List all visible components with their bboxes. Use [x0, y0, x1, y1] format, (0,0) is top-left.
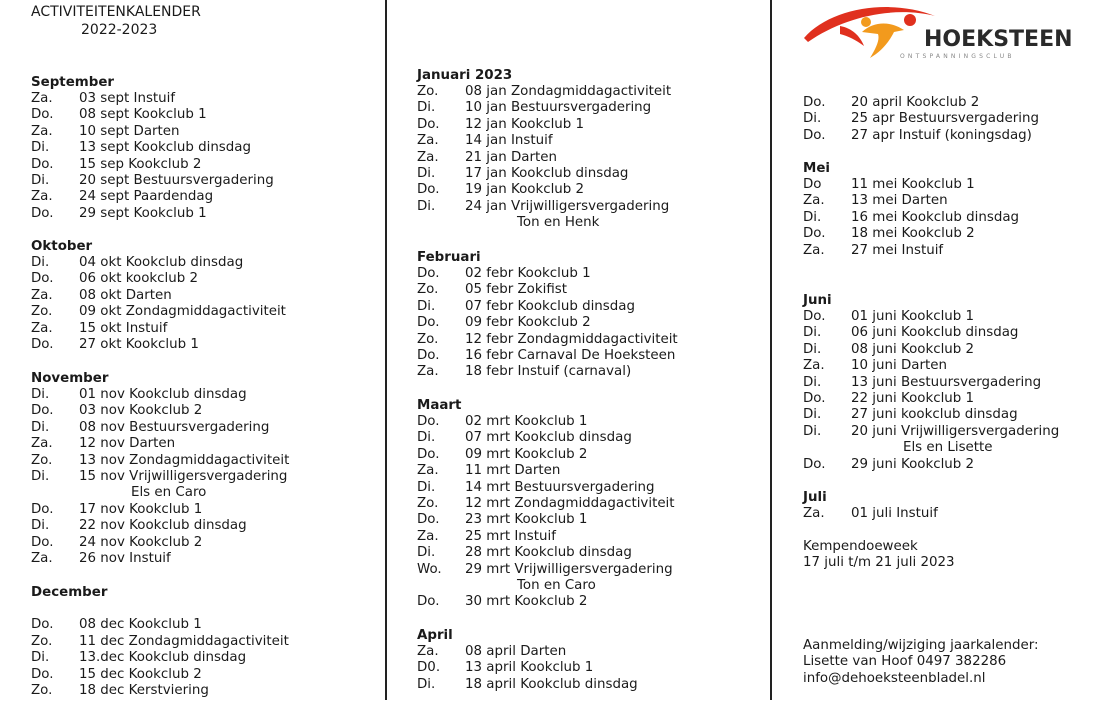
kempendoeweek-dates: 17 juli t/m 21 juli 2023: [803, 555, 955, 571]
calendar-entry: [803, 95, 1039, 111]
entry-text: 07 febr Kookclub dinsdag: [465, 298, 635, 314]
entry-day: Di.: [803, 325, 822, 341]
entry-day: Do.: [31, 501, 54, 517]
entry-day: Di.: [31, 140, 50, 156]
calendar-entry: [417, 150, 671, 166]
entry-day: Zo.: [31, 633, 53, 649]
entry-text: 22 juni Kookclub 1: [851, 390, 975, 406]
entry-text: 11 mei Kookclub 1: [851, 177, 975, 192]
entry-day: Di.: [803, 341, 822, 357]
month-section: [31, 74, 274, 222]
calendar-entry: [803, 111, 1039, 127]
entry-text: 27 juni kookclub dinsdag: [851, 407, 1018, 423]
logo-subtitle: ONTSPANNINGSCLUB: [900, 53, 1015, 60]
month-heading: Oktober: [31, 239, 93, 254]
month-heading: Februari: [417, 250, 481, 265]
entry-day: Wo.: [417, 561, 442, 577]
entry-day: Di.: [417, 479, 436, 495]
entry-text: 09 mrt Kookclub 2: [465, 446, 588, 462]
calendar-entry: [31, 650, 289, 666]
calendar-entry: [31, 436, 289, 452]
entry-text: 12 mrt Zondagmiddagactiviteit: [465, 495, 675, 511]
calendar-entry: [803, 128, 1039, 144]
calendar-entry: [417, 480, 675, 496]
calendar-entry: [31, 617, 289, 633]
month-section: [803, 489, 938, 522]
calendar-entry: [417, 299, 678, 315]
entry-text: 23 mrt Kookclub 1: [465, 512, 588, 528]
entry-day: Za.: [803, 358, 825, 374]
entry-day: Do.: [803, 390, 826, 406]
entry-text: 15 sep Kookclub 2: [79, 156, 202, 172]
entry-text: 08 juni Kookclub 2: [851, 341, 975, 357]
calendar-entry: [417, 644, 638, 660]
entry-text: 16 febr Carnaval De Hoeksteen: [465, 347, 676, 363]
entry-text: 13 april Kookclub 1: [465, 660, 594, 676]
calendar-entry: [417, 447, 675, 463]
entry-day: Do.: [417, 594, 440, 610]
calendar-entry: [31, 403, 289, 419]
entry-text: 09 okt Zondagmiddagactiviteit: [79, 304, 286, 320]
entry-text: 21 jan Darten: [465, 149, 557, 165]
calendar-entry: [803, 325, 1059, 341]
entry-text: 08 okt Darten: [79, 287, 172, 303]
calendar-entry: [803, 424, 1059, 440]
calendar-entry: [417, 166, 671, 182]
calendar-entry: [31, 271, 286, 287]
month-heading: November: [31, 371, 109, 386]
entry-day: Do.: [417, 446, 440, 462]
calendar-entry: [803, 375, 1059, 391]
entry-day: Zo.: [31, 682, 53, 698]
entry-day: Za.: [31, 550, 53, 566]
entry-text: 02 mrt Kookclub 1: [465, 414, 588, 429]
entry-day: Di.: [31, 172, 50, 188]
entry-day: Do.: [417, 182, 440, 198]
entry-text: 04 okt Kookclub dinsdag: [79, 255, 244, 270]
month-section: [417, 397, 675, 611]
entry-text: 25 mrt Instuif: [465, 528, 556, 544]
calendar-entry: [417, 430, 675, 446]
entry-day: Do.: [31, 107, 54, 123]
entry-text: 13.dec Kookclub dinsdag: [79, 650, 247, 666]
entry-day: Do.: [803, 309, 826, 324]
title-line-1: ACTIVITEITENKALENDER: [31, 4, 201, 20]
entry-text: 30 mrt Kookclub 2: [465, 594, 588, 610]
contact-person: Lisette van Hoof 0497 382286: [803, 654, 1007, 670]
calendar-entry: [31, 255, 286, 271]
entry-day: Di.: [417, 165, 436, 181]
calendar-entry: [417, 660, 638, 676]
entry-day: Zo.: [417, 282, 439, 298]
calendar-entry: [803, 358, 1059, 374]
entry-day: Do.: [31, 666, 54, 682]
entry-text: 15 dec Kookclub 2: [79, 666, 202, 682]
entry-text: 13 mei Darten: [851, 193, 948, 209]
entry-day: Di.: [31, 650, 50, 666]
entry-text: 29 mrt Vrijwilligersvergadering: [465, 561, 673, 577]
entry-day: Do.: [31, 205, 54, 221]
kempendoeweek-block: [803, 539, 955, 572]
kempendoeweek-title: Kempendoeweek: [803, 539, 918, 554]
calendar-entry: [417, 348, 678, 364]
calendar-entry: [803, 226, 1019, 242]
entry-day: Za.: [417, 133, 439, 149]
entry-text: 11 mrt Darten: [465, 463, 561, 479]
entry-day: Di.: [31, 518, 50, 534]
calendar-entry: [31, 387, 289, 403]
calendar-entry: [31, 91, 274, 107]
entry-day: Za.: [803, 193, 825, 209]
entry-text: 29 juni Kookclub 2: [851, 456, 975, 472]
calendar-entry: [31, 551, 289, 567]
calendar-entry: [803, 506, 938, 522]
calendar-entry: [417, 496, 675, 512]
entry-day: Do.: [417, 414, 440, 429]
entry-day: Di.: [417, 545, 436, 561]
entry-text: 28 mrt Kookclub dinsdag: [465, 545, 632, 561]
entry-day: Zo.: [31, 452, 53, 468]
entry-text: 02 febr Kookclub 1: [465, 266, 591, 281]
entry-day: Do.: [31, 336, 54, 352]
entry-day: Di.: [803, 423, 822, 439]
entry-text: 18 dec Kerstviering: [79, 682, 209, 698]
month-heading: Januari 2023: [417, 68, 513, 83]
entry-day: Zo.: [417, 495, 439, 511]
column-divider-2: [770, 0, 772, 700]
entry-text: 11 dec Zondagmiddagactiviteit: [79, 633, 289, 649]
entry-text: 05 febr Zokifist: [465, 282, 568, 298]
entry-text: 27 okt Kookclub 1: [79, 336, 199, 352]
entry-text: 20 juni Vrijwilligersvergadering: [851, 423, 1060, 439]
entry-text: 15 okt Instuif: [79, 320, 168, 336]
entry-day: Do.: [31, 617, 54, 633]
entry-text: 08 jan Zondagmiddagactiviteit: [465, 84, 672, 99]
title-line-2: 2022-2023: [81, 22, 158, 38]
entry-day: Di.: [803, 407, 822, 423]
entry-text: 12 jan Kookclub 1: [465, 116, 585, 132]
calendar-entry: [31, 140, 274, 156]
entry-text: 08 dec Kookclub 1: [79, 617, 202, 633]
calendar-entry: [417, 529, 675, 545]
entry-text: 17 nov Kookclub 1: [79, 501, 203, 517]
entry-day: Za.: [31, 436, 53, 452]
entry-day: Do.: [31, 156, 54, 172]
entry-text: 27 apr Instuif (koningsdag): [851, 127, 1032, 143]
month-heading: Juni: [803, 293, 832, 308]
entry-text: 24 sept Paardendag: [79, 189, 214, 205]
calendar-entry: [417, 677, 638, 693]
contact-email: info@dehoeksteenbladel.nl: [803, 670, 986, 686]
month-heading: December: [31, 585, 108, 600]
calendar-entry: [417, 578, 675, 594]
calendar-entry: [417, 215, 671, 231]
calendar-entry: [417, 133, 671, 149]
entry-day: Do.: [417, 347, 440, 363]
calendar-entry: [417, 182, 671, 198]
calendar-entry: [417, 463, 675, 479]
entry-text: 26 nov Instuif: [79, 550, 171, 566]
logo-mark-icon: [800, 2, 1100, 64]
calendar-title: [31, 3, 201, 39]
calendar-entry: [417, 100, 671, 116]
calendar-entry: [31, 189, 274, 205]
entry-text: 03 sept Instuif: [79, 91, 176, 106]
month-heading: Maart: [417, 398, 462, 413]
entry-text: 08 sept Kookclub 1: [79, 107, 207, 123]
calendar-entry: [417, 315, 678, 331]
entry-text: 14 jan Instuif: [465, 133, 553, 149]
entry-text: 25 apr Bestuursvergadering: [851, 111, 1039, 127]
entry-text: 01 juni Kookclub 1: [851, 309, 975, 324]
calendar-entry: [803, 309, 1059, 325]
calendar-entry: [31, 124, 274, 140]
entry-text: 20 sept Bestuursvergadering: [79, 172, 274, 188]
entry-day: Za.: [31, 320, 53, 336]
calendar-entry: [31, 535, 289, 551]
entry-day: Do.: [417, 266, 440, 281]
entry-text: 18 april Kookclub dinsdag: [465, 676, 638, 692]
entry-text: Els en Caro: [131, 485, 207, 501]
entry-day: D0.: [417, 660, 441, 676]
calendar-entry: [31, 518, 289, 534]
entry-day: Di.: [417, 100, 436, 116]
entry-day: Do.: [803, 127, 826, 143]
entry-text: 06 okt kookclub 2: [79, 271, 199, 287]
month-heading: September: [31, 75, 115, 90]
entry-text: 01 juli Instuif: [851, 506, 938, 521]
entry-text: 14 mrt Bestuursvergadering: [465, 479, 655, 495]
calendar-entry: [417, 512, 675, 528]
entry-day: Do.: [803, 456, 826, 472]
calendar-entry: [417, 594, 675, 610]
calendar-entry: [31, 469, 289, 485]
entry-day: Zo.: [417, 84, 439, 99]
calendar-entry: [803, 210, 1019, 226]
month-section: [803, 95, 1039, 144]
month-heading: Mei: [803, 161, 830, 176]
month-section: [31, 584, 289, 699]
entry-day: Di.: [417, 298, 436, 314]
entry-text: 15 nov Vrijwilligersvergadering: [79, 468, 288, 484]
calendar-entry: [803, 440, 1059, 456]
entry-text: 22 nov Kookclub dinsdag: [79, 518, 247, 534]
calendar-entry: [417, 117, 671, 133]
calendar-entry: [31, 321, 286, 337]
entry-day: Za.: [31, 123, 53, 139]
entry-day: Di.: [31, 255, 50, 270]
entry-day: Do.: [417, 315, 440, 331]
calendar-entry: [417, 84, 671, 100]
entry-text: 10 sept Darten: [79, 123, 180, 139]
entry-day: Di.: [803, 209, 822, 225]
entry-day: Di.: [31, 468, 50, 484]
calendar-entry: [803, 407, 1059, 423]
entry-day: Za.: [417, 463, 439, 479]
entry-text: 18 febr Instuif (carnaval): [465, 364, 632, 380]
entry-day: Di.: [803, 111, 822, 127]
entry-text: 13 nov Zondagmiddagactiviteit: [79, 452, 290, 468]
entry-day: Do.: [803, 95, 826, 110]
month-heading: Juli: [803, 490, 827, 505]
calendar-entry: [417, 562, 675, 578]
entry-day: Di.: [417, 430, 436, 446]
entry-day: Za.: [417, 644, 439, 659]
entry-day: Do.: [31, 534, 54, 550]
entry-day: Za.: [803, 506, 825, 521]
calendar-entry: [417, 332, 678, 348]
entry-text: 24 jan Vrijwilligersvergadering: [465, 198, 670, 214]
entry-text: 12 nov Darten: [79, 436, 176, 452]
entry-text: 07 mrt Kookclub dinsdag: [465, 430, 632, 446]
entry-day: Di.: [417, 676, 436, 692]
entry-day: Di.: [417, 198, 436, 214]
entry-text: Ton en Caro: [517, 577, 596, 593]
entry-day: Za.: [31, 287, 53, 303]
calendar-entry: [417, 414, 675, 430]
entry-day: Do.: [417, 512, 440, 528]
calendar-entry: [31, 502, 289, 518]
calendar-entry: [31, 634, 289, 650]
month-section: [803, 292, 1059, 473]
entry-text: 20 april Kookclub 2: [851, 95, 980, 110]
month-section: [417, 627, 638, 693]
calendar-entry: [417, 364, 678, 380]
entry-day: Do: [803, 177, 822, 192]
entry-text: 13 sept Kookclub dinsdag: [79, 140, 251, 156]
contact-heading: Aanmelding/wijziging jaarkalender:: [803, 638, 1039, 653]
calendar-entry: [803, 391, 1059, 407]
entry-day: Do.: [31, 403, 54, 419]
calendar-entry: [31, 453, 289, 469]
entry-text: 29 sept Kookclub 1: [79, 205, 207, 221]
entry-text: 08 nov Bestuursvergadering: [79, 419, 270, 435]
calendar-entry: [803, 177, 1019, 193]
hoeksteen-logo: [800, 2, 1100, 64]
month-section: [417, 249, 678, 381]
calendar-entry: [31, 420, 289, 436]
calendar-entry: [803, 457, 1059, 473]
contact-block: [803, 638, 1039, 687]
calendar-entry: [31, 601, 289, 617]
entry-day: Za.: [31, 91, 53, 106]
entry-day: Do.: [417, 116, 440, 132]
entry-text: 24 nov Kookclub 2: [79, 534, 203, 550]
entry-day: Zo.: [31, 304, 53, 320]
entry-day: Za.: [31, 189, 53, 205]
calendar-entry: [803, 243, 1019, 259]
calendar-entry: [31, 683, 289, 699]
entry-day: Za.: [803, 242, 825, 258]
entry-day: Zo.: [417, 331, 439, 347]
entry-text: Els en Lisette: [903, 440, 993, 456]
calendar-entry: [31, 337, 286, 353]
entry-text: 27 mei Instuif: [851, 242, 944, 258]
column-divider-1: [385, 0, 387, 700]
entry-text: 10 jan Bestuursvergadering: [465, 100, 652, 116]
entry-day: Di.: [31, 419, 50, 435]
month-heading: April: [417, 628, 453, 643]
calendar-entry: [803, 342, 1059, 358]
calendar-entry: [31, 288, 286, 304]
calendar-entry: [417, 282, 678, 298]
month-section: [31, 238, 286, 353]
entry-day: Di.: [31, 387, 50, 402]
entry-text: 12 febr Zondagmiddagactiviteit: [465, 331, 678, 347]
entry-day: Do.: [803, 226, 826, 242]
entry-day: Di.: [803, 374, 822, 390]
entry-text: 16 mei Kookclub dinsdag: [851, 209, 1020, 225]
entry-text: 01 nov Kookclub dinsdag: [79, 387, 247, 402]
calendar-entry: [417, 266, 678, 282]
month-section: [31, 370, 289, 567]
calendar-entry: [31, 667, 289, 683]
entry-day: Za.: [417, 149, 439, 165]
month-section: [803, 160, 1019, 259]
entry-text: 06 juni Kookclub dinsdag: [851, 325, 1019, 341]
entry-text: 03 nov Kookclub 2: [79, 403, 203, 419]
entry-day: Za.: [417, 364, 439, 380]
entry-text: 10 juni Darten: [851, 358, 947, 374]
calendar-entry: [417, 199, 671, 215]
entry-text: 18 mei Kookclub 2: [851, 226, 975, 242]
entry-day: Do.: [31, 271, 54, 287]
entry-text: 08 april Darten: [465, 644, 567, 659]
calendar-entry: [31, 107, 274, 123]
calendar-entry: [31, 206, 274, 222]
entry-text: 17 jan Kookclub dinsdag: [465, 165, 629, 181]
calendar-entry: [31, 173, 274, 189]
entry-text: 13 juni Bestuursvergadering: [851, 374, 1042, 390]
entry-day: Za.: [417, 528, 439, 544]
entry-text: Ton en Henk: [517, 215, 600, 231]
entry-text: 09 febr Kookclub 2: [465, 315, 591, 331]
calendar-entry: [31, 157, 274, 173]
calendar-entry: [417, 545, 675, 561]
entry-text: 19 jan Kookclub 2: [465, 182, 585, 198]
month-section: [417, 67, 671, 232]
calendar-entry: [31, 304, 286, 320]
logo-name: HOEKSTEEN: [924, 27, 1073, 52]
calendar-entry: [803, 193, 1019, 209]
calendar-entry: [31, 485, 289, 501]
